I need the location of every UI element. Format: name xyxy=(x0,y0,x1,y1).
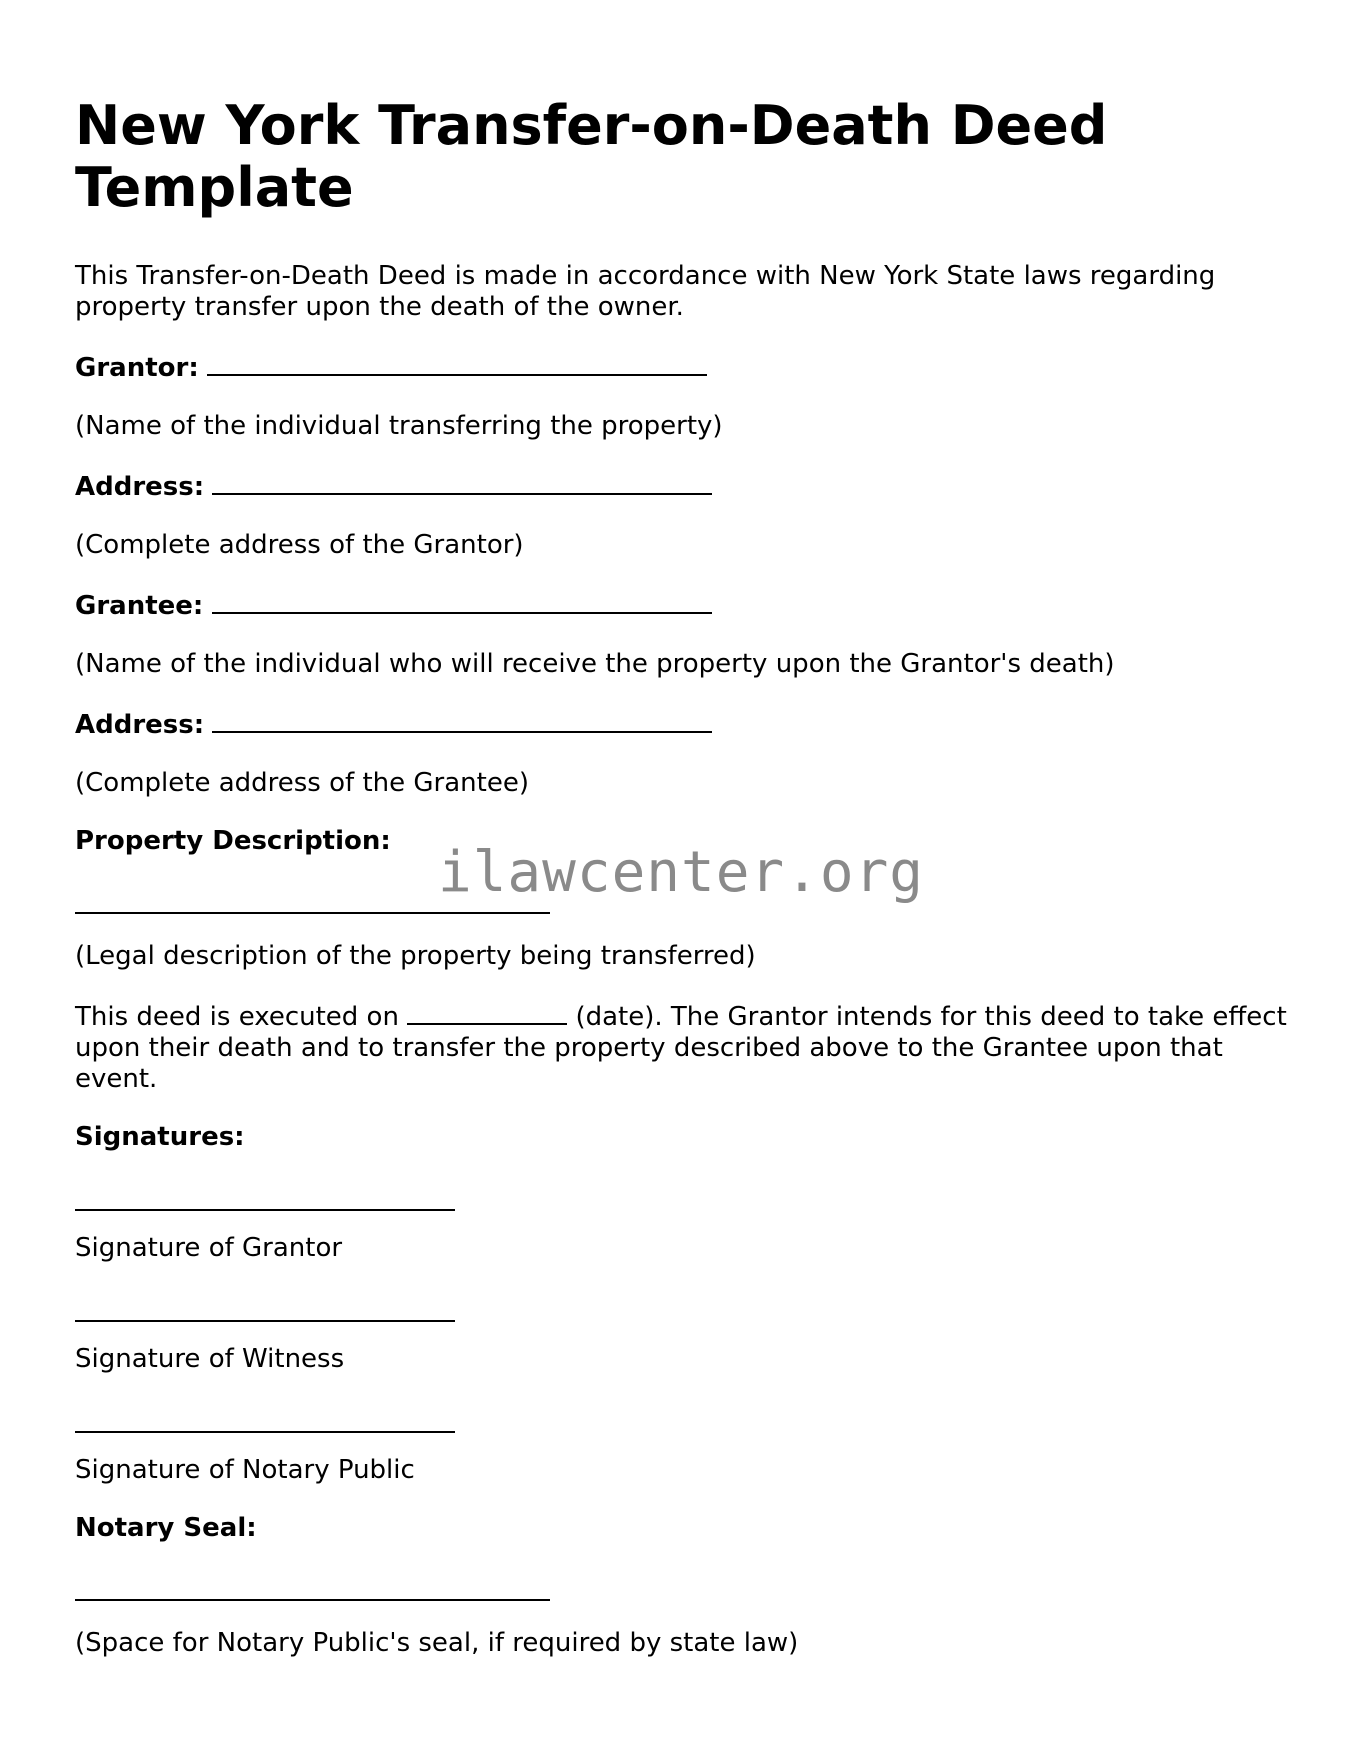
execution-paragraph xyxy=(75,999,1295,1095)
grantor-address-hint: (Complete address of the Grantor) xyxy=(75,530,524,560)
notary-seal-label: Notary Seal: xyxy=(75,1513,257,1543)
grantor-signature-caption: Signature of Grantor xyxy=(75,1233,343,1263)
grantee-hint: (Name of the individual who will receive the property upon the Grantor's death) xyxy=(75,649,1115,679)
grantor-signature-blank[interactable] xyxy=(75,1185,455,1211)
grantor-address-label: Address: xyxy=(75,472,205,502)
property-label: Property Description: xyxy=(75,826,391,856)
witness-signature-row xyxy=(75,1264,1295,1322)
grantor-address-blank[interactable] xyxy=(212,469,712,495)
witness-signature-blank[interactable] xyxy=(75,1296,455,1322)
notary-seal-row xyxy=(75,1544,1295,1601)
execution-date-blank[interactable] xyxy=(407,999,567,1025)
execution-text-before: This deed is executed on xyxy=(75,1002,399,1032)
grantee-address-blank[interactable] xyxy=(212,707,712,733)
signatures-heading xyxy=(75,1122,1295,1153)
witness-signature-caption: Signature of Witness xyxy=(75,1344,345,1374)
grantee-address-hint: (Complete address of the Grantee) xyxy=(75,768,529,798)
grantor-hint: (Name of the individual transferring the property) xyxy=(75,411,723,441)
notary-seal-hint: (Space for Notary Public's seal, if required by state law) xyxy=(75,1628,799,1658)
notary-seal-blank[interactable] xyxy=(75,1575,550,1601)
grantor-address-field xyxy=(75,469,1295,503)
grantee-address-label: Address: xyxy=(75,710,205,740)
grantee-blank[interactable] xyxy=(212,588,712,614)
notary-seal-heading xyxy=(75,1513,1295,1544)
grantor-label: Grantor: xyxy=(75,353,199,383)
grantee-label: Grantee: xyxy=(75,591,204,621)
intro-paragraph: This Transfer-on-Death Deed is made in accordance with New York State laws regarding property transfer upon the death of the owner. xyxy=(75,261,1216,322)
notary-signature-caption: Signature of Notary Public xyxy=(75,1455,415,1485)
signatures-label: Signatures: xyxy=(75,1122,245,1152)
grantor-blank[interactable] xyxy=(207,350,707,376)
grantor-signature-row xyxy=(75,1153,1295,1211)
watermark-text: ilawcenter.org xyxy=(438,840,925,905)
notary-signature-blank[interactable] xyxy=(75,1407,455,1433)
grantee-field xyxy=(75,588,1295,622)
execution-text-after: (date). The Grantor intends for this deed to take effect upon their death and to transfer the property described above to the Grantee upon that event. xyxy=(75,1002,1287,1094)
property-hint: (Legal description of the property being transferred) xyxy=(75,941,756,971)
grantee-address-field xyxy=(75,707,1295,741)
notary-signature-row xyxy=(75,1375,1295,1433)
document-title: New York Transfer-on-Death Deed Template xyxy=(75,94,1108,219)
grantor-field xyxy=(75,350,1295,384)
